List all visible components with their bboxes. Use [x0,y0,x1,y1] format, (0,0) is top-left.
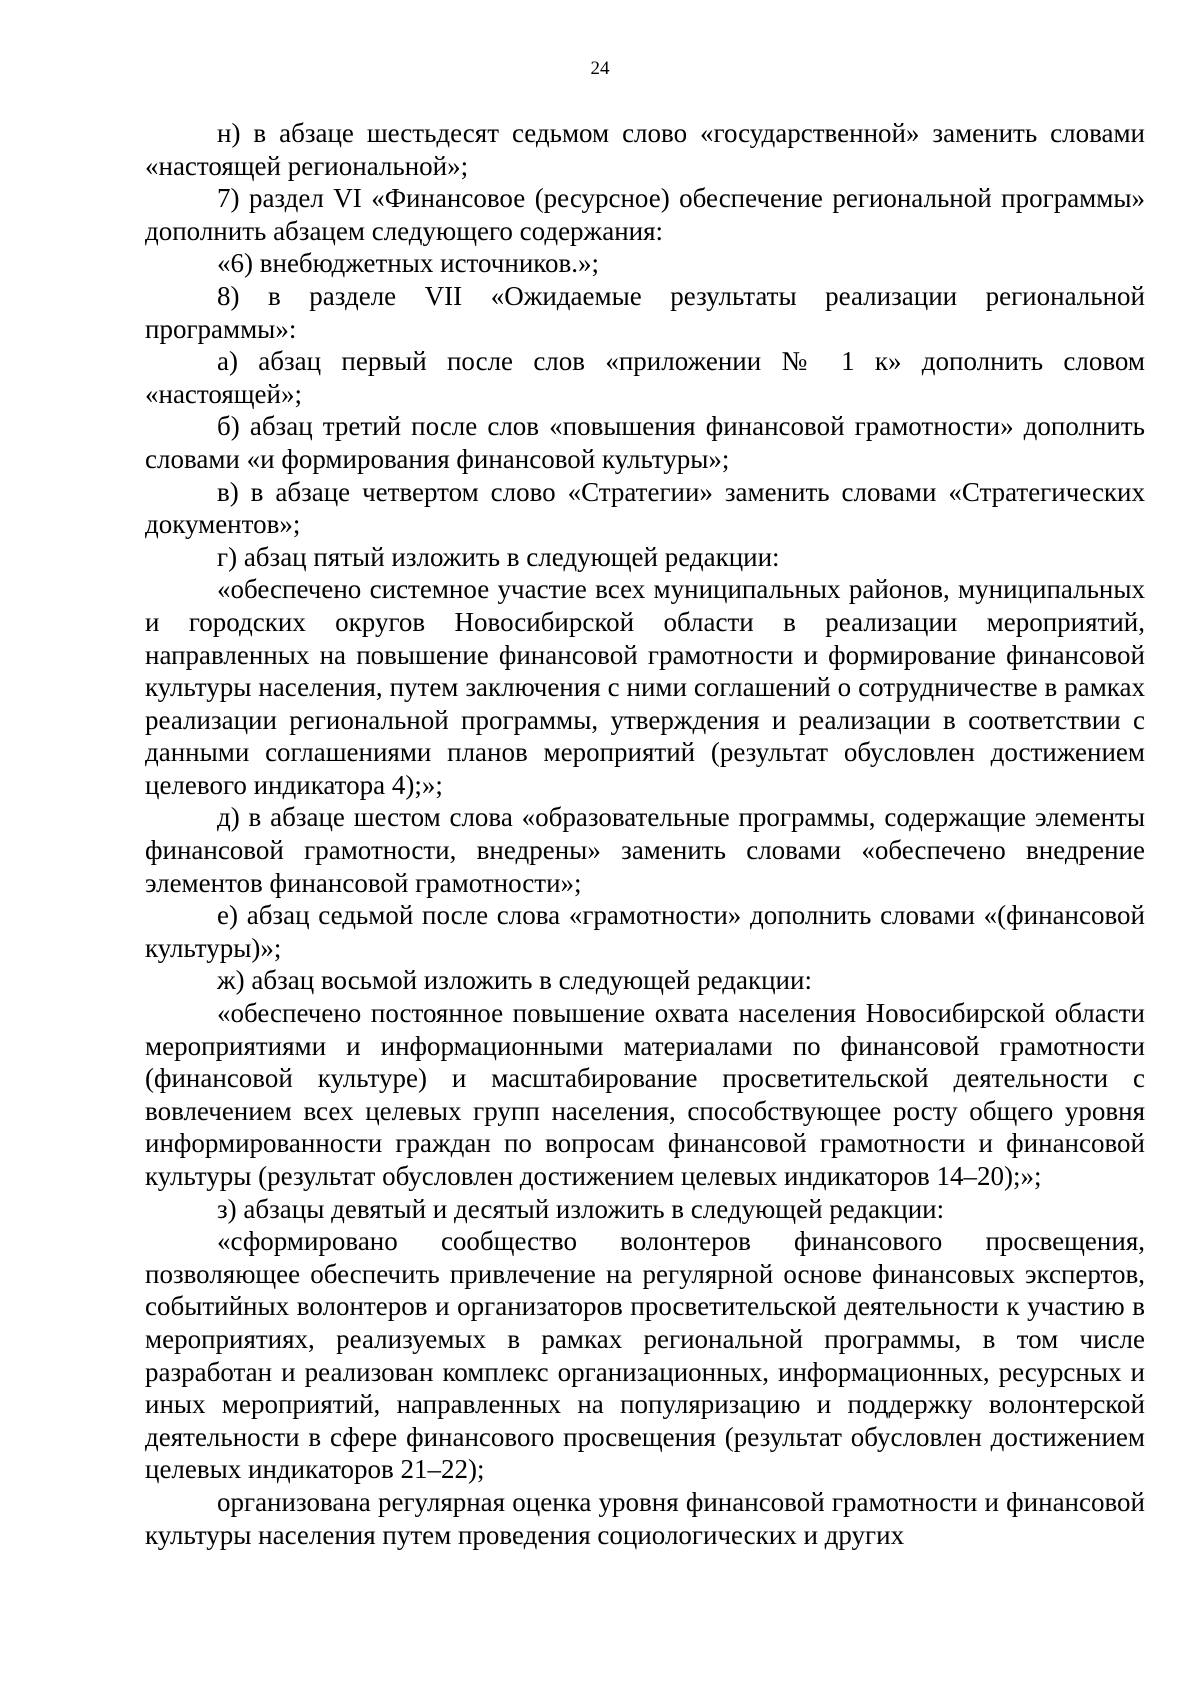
paragraph-subitem-zh-quote: «обеспечено постоянное повышение охвата населения Новосибирской области мероприятиями и информационными материалами по финансовой грамотности (финансовой культуре) и масштабирование просветительской деятельности с вовлечением всех целевых групп населения, способствующее росту общего уровня информированности граждан по вопросам финансовой грамотности и финансовой культуры (результат обусловлен достижением целевых индикаторов 14–20);»; [145,998,1145,1191]
page-number: 24 [590,58,610,79]
paragraph-subitem-zh: ж) абзац восьмой изложить в следующей редакции: [217,965,812,996]
paragraph-subitem-g: г) абзац пятый изложить в следующей редакции: [217,541,780,572]
paragraph-item-7-quote: «6) внебюджетных источников.»; [217,248,600,279]
paragraph-subitem-g-quote: «обеспечено системное участие всех муниципальных районов, муниципальных и городских округов Новосибирской области в реализации мероприятий, направленных на повышение финансовой грамотности и формирование финансовой культуры населения, путем заключения с ними соглашений о сотрудничестве в рамках реализации региональной программы, утверждения и реализации в соответствии с данными соглашениями планов мероприятий (результат обусловлен достижением целевого индикатора 4);»; [145,574,1145,800]
paragraph-subitem-a: а) абзац первый после слов «приложении № 1 к» дополнить словом «настоящей»; [145,346,1145,409]
paragraph-subitem-b: б) абзац третий после слов «повышения финансовой грамотности» дополнить словами «и формирования финансовой культуры»; [145,411,1145,474]
document-body [145,117,1145,1551]
paragraph-subitem-d: д) в абзаце шестом слова «образовательные программы, содержащие элементы финансовой грамотности, внедрены» заменить словами «обеспечено внедрение элементов финансовой грамотности»; [145,802,1145,898]
paragraph-subitem-z-quote: «сформировано сообщество волонтеров финансового просвещения, позволяющее обеспечить привлечение на регулярной основе финансовых экспертов, событийных волонтеров и организаторов просветительской деятельности к участию в мероприятиях, реализуемых в рамках региональной программы, в том числе разработан и реализован комплекс организационных, информационных, ресурсных и иных мероприятий, направленных на популяризацию и поддержку волонтерской деятельности в сфере финансового просвещения (результат обусловлен достижением целевых индикаторов 21–22); [145,1226,1145,1485]
paragraph-subitem-z-continued: организована регулярная оценка уровня финансовой грамотности и финансовой культуры населения путем проведения социологических и других [145,1486,1145,1550]
paragraph-n-amendment: н) в абзаце шестьдесят седьмом слово «государственной» заменить словами «настоящей региональной»; [145,118,1145,181]
paragraph-subitem-z: з) абзацы девятый и десятый изложить в следующей редакции: [217,1193,945,1224]
paragraph-subitem-v: в) в абзаце четвертом слово «Стратегии» заменить словами «Стратегических документов»; [145,476,1145,540]
paragraph-item-7: 7) раздел VI «Финансовое (ресурсное) обеспечение региональной программы» дополнить абзацем следующего содержания: [145,183,1145,246]
paragraph-subitem-e: е) абзац седьмой после слова «грамотности» дополнить словами «(финансовой культуры)»; [145,900,1145,963]
paragraph-item-8: 8) в разделе VII «Ожидаемые результаты реализации региональной программы»: [145,280,1145,344]
